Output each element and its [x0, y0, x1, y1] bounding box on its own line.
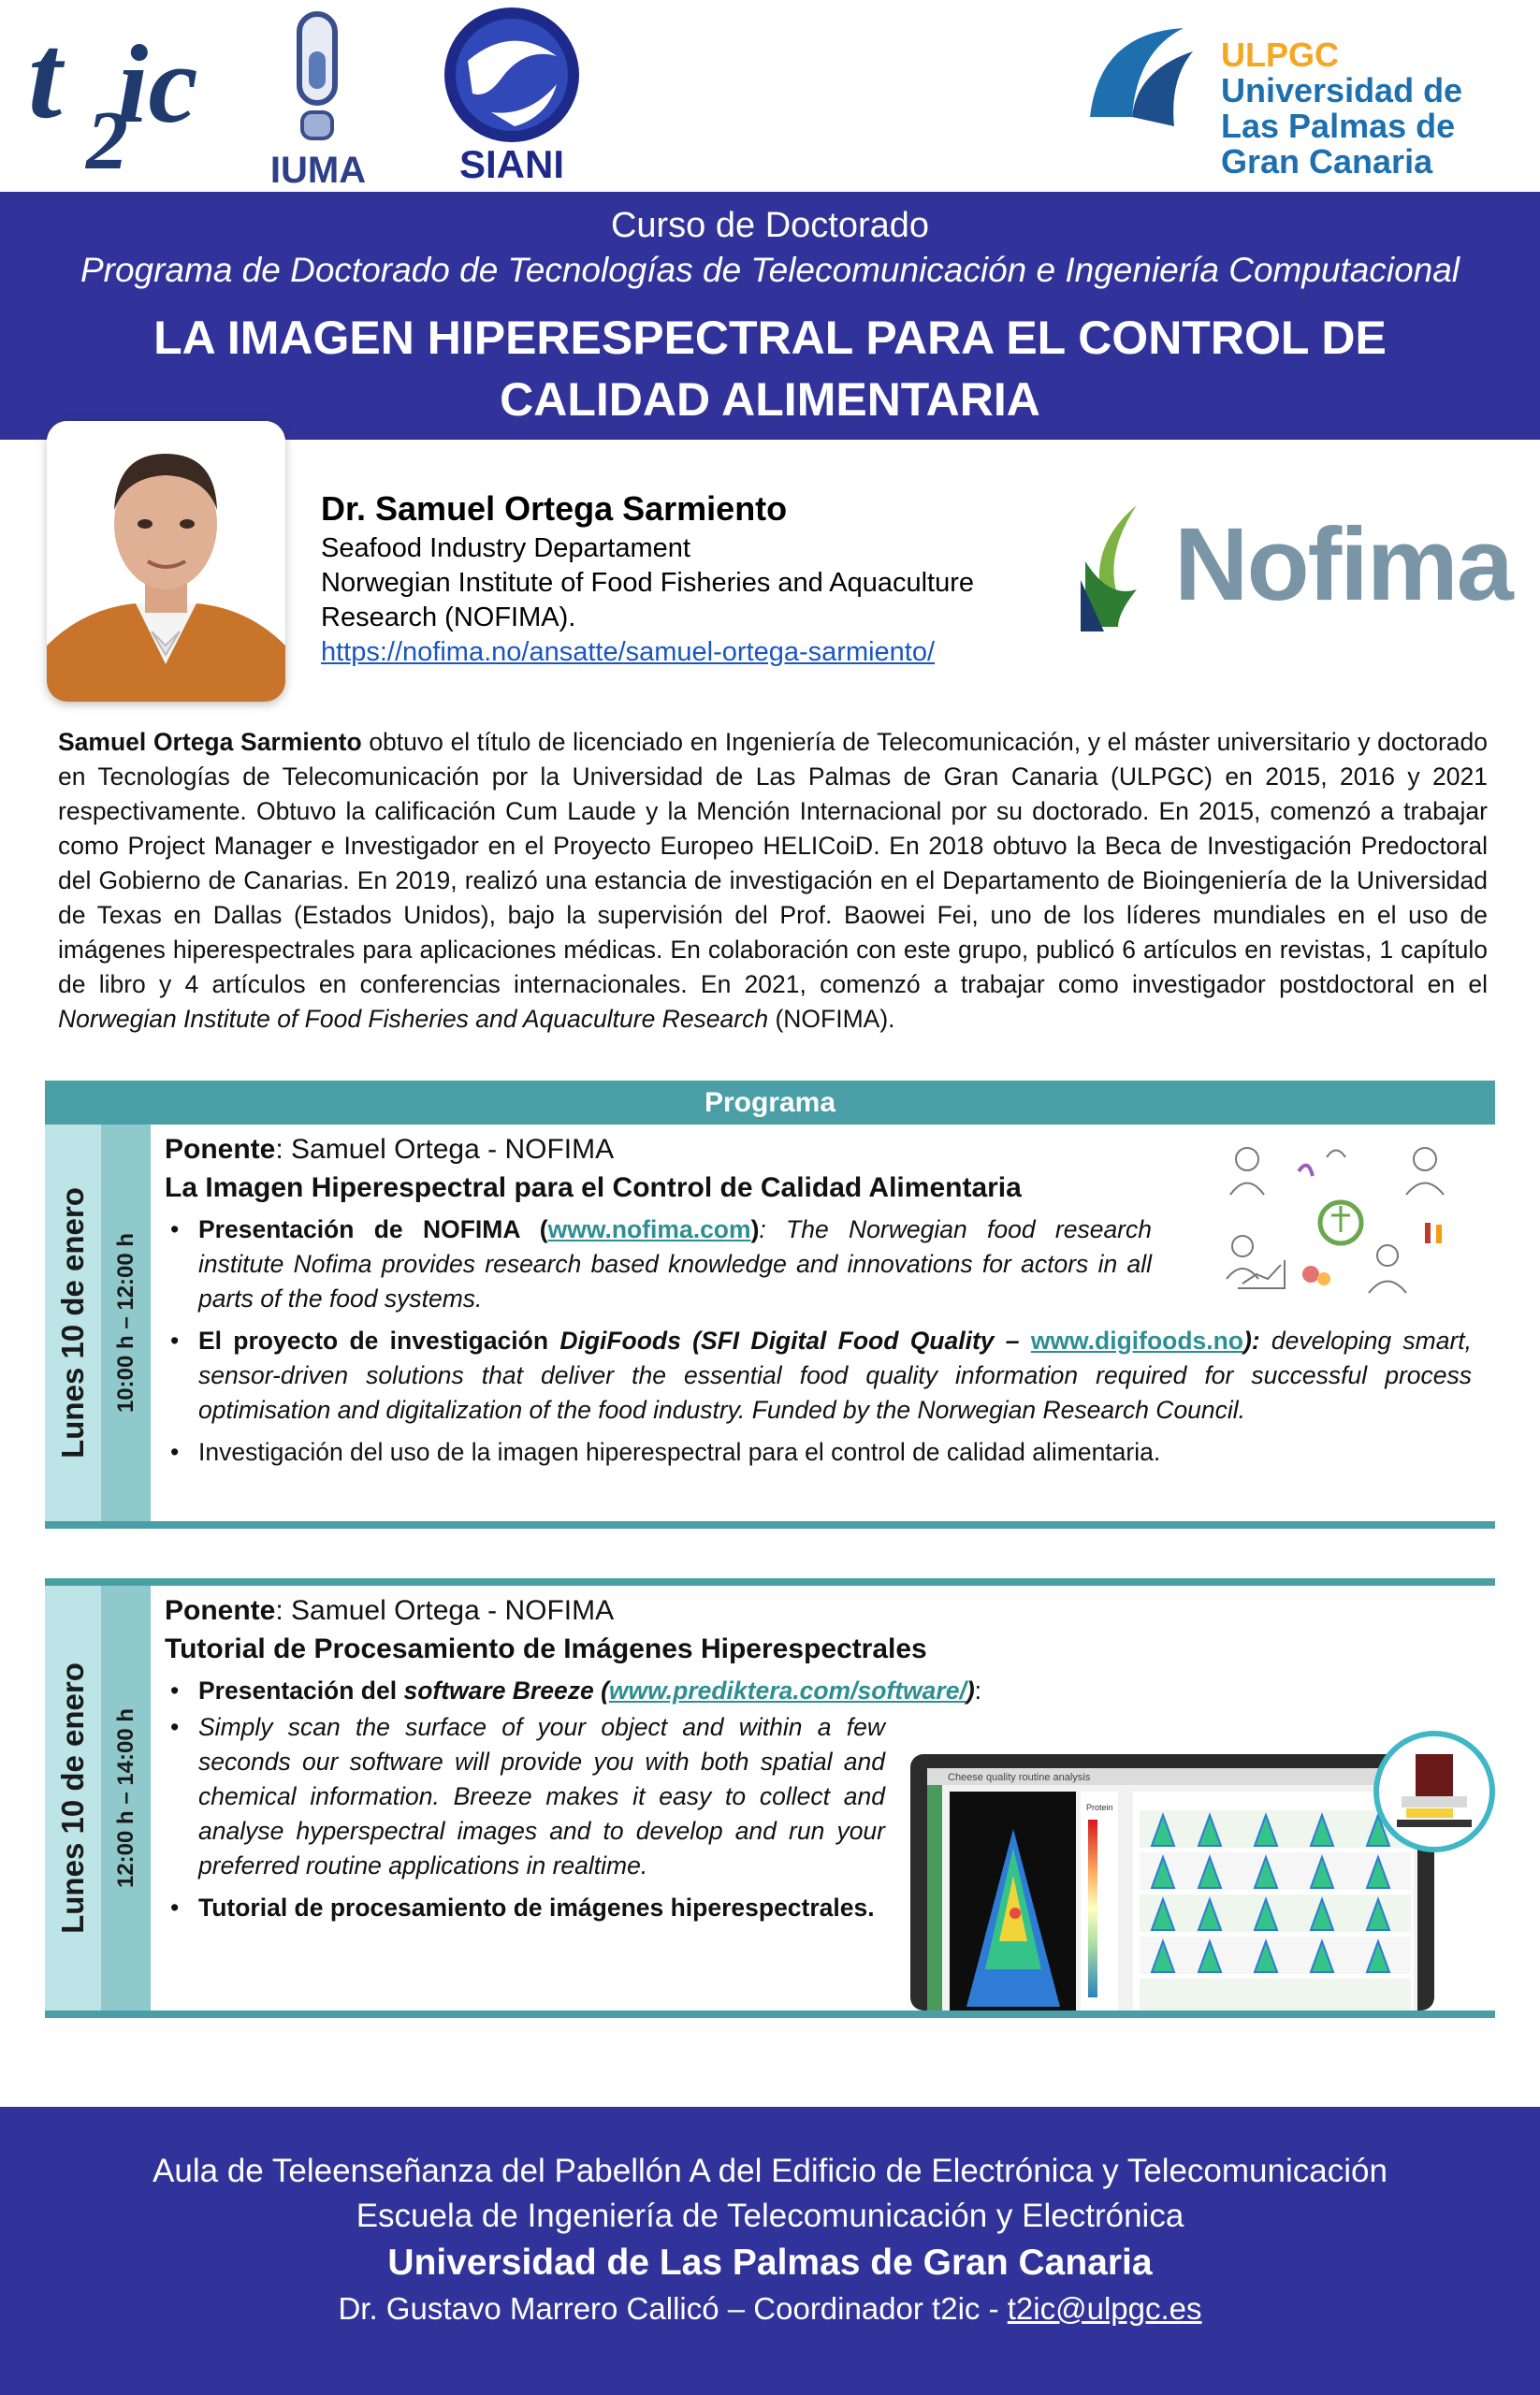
session-1-time-column [101, 1125, 151, 1521]
list-item [165, 1324, 1472, 1428]
footer-university: Universidad de Las Palmas de Gran Canaria [387, 2243, 1153, 2283]
speaker-profile-link[interactable]: https://nofima.no/ansatte/samuel-ortega-sarmiento/ [321, 637, 936, 667]
list-item [165, 1212, 1152, 1316]
list-item [165, 1674, 1472, 1708]
nofima-logo [1081, 496, 1525, 636]
food-research-illustration-icon [1219, 1139, 1462, 1302]
session-2-day: Lunes 10 de enero [55, 1662, 90, 1934]
ponente-value: : Samuel Ortega - NOFIMA [275, 1595, 615, 1626]
session-2-day-column [45, 1586, 101, 2010]
ponente-value: : Samuel Ortega - NOFIMA [275, 1134, 615, 1165]
coordinator-email-link[interactable]: t2ic@ulpgc.es [1007, 2291, 1202, 2326]
title-line-1: LA IMAGEN HIPERESPECTRAL PARA EL CONTROL DE [153, 312, 1387, 364]
speaker-photo [47, 421, 285, 702]
ponente-label: Ponente [165, 1134, 276, 1165]
ulpgc-line2: Las Palmas de [1221, 107, 1456, 145]
session-2-time-column [101, 1586, 151, 2010]
bullet-bold-close: ) [750, 1215, 760, 1243]
session-1 [45, 1125, 1495, 1529]
program-name: Programa de Doctorado de Tecnologías de Telecomunicación e Ingeniería Computacional [80, 251, 1460, 289]
svg-text:IUMA: IUMA [269, 150, 367, 187]
svg-text:ic: ic [117, 22, 198, 146]
screen-protein-label: Protein [1086, 1803, 1113, 1812]
title-line-2: CALIDAD ALIMENTARIA [500, 373, 1040, 426]
bullet-bold: Presentación de NOFIMA ( [198, 1215, 548, 1243]
svg-text:t: t [28, 14, 63, 144]
bullet-text: : The Norwegian food research institute Nofima provides research based knowledge and innovations for actors in all parts of the food systems. [198, 1215, 1152, 1313]
breeze-software-screenshot-icon [910, 1726, 1495, 2010]
bullet-bold-italic: software Breeze ( [403, 1676, 609, 1705]
bullet-bold: Tutorial de procesamiento de imágenes hiperespectrales. [198, 1894, 875, 1922]
speaker-dept: Seafood Industry Departament [321, 533, 690, 563]
screen-title: Cheese quality routine analysis [948, 1772, 1091, 1783]
speaker-institute-1: Norwegian Institute of Food Fisheries and Aquaculture [321, 568, 975, 598]
list-item [165, 1435, 1472, 1470]
main-title [75, 307, 1465, 430]
ulpgc-short: ULPGC [1221, 36, 1339, 74]
digifoods-link[interactable]: www.digifoods.no [1030, 1327, 1243, 1355]
nofima-link[interactable]: www.nofima.com [547, 1215, 751, 1243]
footer-school: Escuela de Ingeniería de Telecomunicación y Electrónica [356, 2198, 1184, 2234]
nofima-wordmark: Nofima [1174, 507, 1512, 622]
bullet-bold-close: ) [966, 1676, 975, 1705]
ulpgc-line3: Gran Canaria [1221, 142, 1433, 181]
session-1-day: Lunes 10 de enero [55, 1187, 90, 1459]
bullet-bold-close: ): [1243, 1327, 1260, 1355]
session-1-day-column [45, 1125, 101, 1521]
session-2-topic: Tutorial de Procesamiento de Imágenes Hiperespectrales [165, 1633, 927, 1664]
logo-header [0, 0, 1540, 192]
svg-text:2: 2 [86, 94, 128, 182]
iuma-logo [251, 9, 386, 187]
ulpgc-line1: Universidad de [1221, 71, 1463, 109]
bio-text-1: obtuvo el título de licenciado en Ingeniería de Telecomunicación, y el máster universitario y doctorado en Tecnologías de Telecomunicación por la Universidad de Las Palmas de Gran Canaria (ULPGC) en 2015, 2016 y 2021 respectivamente. Obtuvo la calificación Cum Laude y la Mención Internacional por su doctorado. En 2015, comenzó a trabajar como Project Manager e Investigador en el Proyecto Europeo HELICoiD. En 2018 obtuvo la Beca de Investigación Predoctoral del Gobierno de Canarias. En 2019, realizó una estancia de investigación en el Departamento de Bioingeniería de la Universidad de Texas en Dallas (Estados Unidos), bajo la supervisión del Prof. Baowei Fei, uno de los líderes mundiales en el uso de imágenes hiperespectrales para aplicaciones médicas. En colaboración con este grupo, publicó 6 artículos en revistas, 1 capítulo de libro y 4 artículos en conferencias internacionales. En 2021, comenzó a trabajar como investigador postdoctoral en el [58, 728, 1488, 998]
ulpgc-logo [1081, 14, 1520, 181]
prediktera-link[interactable]: www.prediktera.com/software/ [608, 1676, 966, 1705]
speaker-name: Dr. Samuel Ortega Sarmiento [321, 489, 788, 528]
coordinator-text: Dr. Gustavo Marrero Callicó – Coordinador t2ic - [338, 2291, 1008, 2326]
session-2 [45, 1578, 1495, 2018]
bullet-bold-italic: DigiFoods (SFI Digital Food Quality – [559, 1327, 1031, 1355]
session-1-time: 10:00 h – 12:00 h [112, 1232, 138, 1414]
bullet-text: Investigación del uso de la imagen hiperespectral para el control de calidad alimentaria. [198, 1438, 1161, 1466]
t2ic-logo [28, 14, 215, 182]
bullet-bold: Presentación del [198, 1676, 404, 1705]
siani-logo [435, 5, 589, 187]
speaker-institute-2: Research (NOFIMA). [321, 602, 576, 632]
footer-venue: Aula de Teleenseñanza del Pabellón A del Edificio de Electrónica y Telecomunicación [153, 2153, 1387, 2189]
speaker-info [321, 491, 1060, 670]
bullet-text: developing smart, sensor-driven solutions that deliver the essential food quality information required for successful process optimisation and digitalization of the food industry. Funded by the Norwegian Research Council. [198, 1327, 1472, 1424]
title-band [0, 192, 1540, 440]
speaker-portrait-icon [47, 421, 285, 702]
footer-coordinator [0, 2291, 1540, 2327]
ponente-label: Ponente [165, 1595, 276, 1626]
nofima-leaf-icon [1081, 496, 1174, 636]
speaker-bio [58, 725, 1488, 1037]
svg-text:SIANI: SIANI [458, 142, 565, 186]
footer-band [0, 2107, 1540, 2395]
bullet-bold: El proyecto de investigación [198, 1327, 560, 1355]
session-2-time: 12:00 h – 14:00 h [112, 1707, 138, 1889]
ulpgc-emblem-icon [1081, 14, 1212, 154]
breeze-text: Simply scan the surface of your object and within a few seconds our software will provide you with both spatial and chemical information. Breeze makes it easy to collect and analyse hyperspectral images and to develop and run your preferred routine applications in realtime. [198, 1713, 885, 1880]
bio-name: Samuel Ortega Sarmiento [58, 728, 362, 756]
session-2-ponente [165, 1593, 1472, 1628]
bullet-colon: : [974, 1676, 982, 1705]
session-1-topic: La Imagen Hiperespectral para el Control de Calidad Alimentaria [165, 1172, 1022, 1203]
programa-header: Programa [45, 1081, 1495, 1125]
bio-text-2: (NOFIMA). [768, 1005, 895, 1033]
course-label: Curso de Doctorado [610, 206, 930, 245]
bio-italic: Norwegian Institute of Food Fisheries and Aquaculture Research [58, 1005, 769, 1033]
breeze-description [165, 1710, 885, 1883]
